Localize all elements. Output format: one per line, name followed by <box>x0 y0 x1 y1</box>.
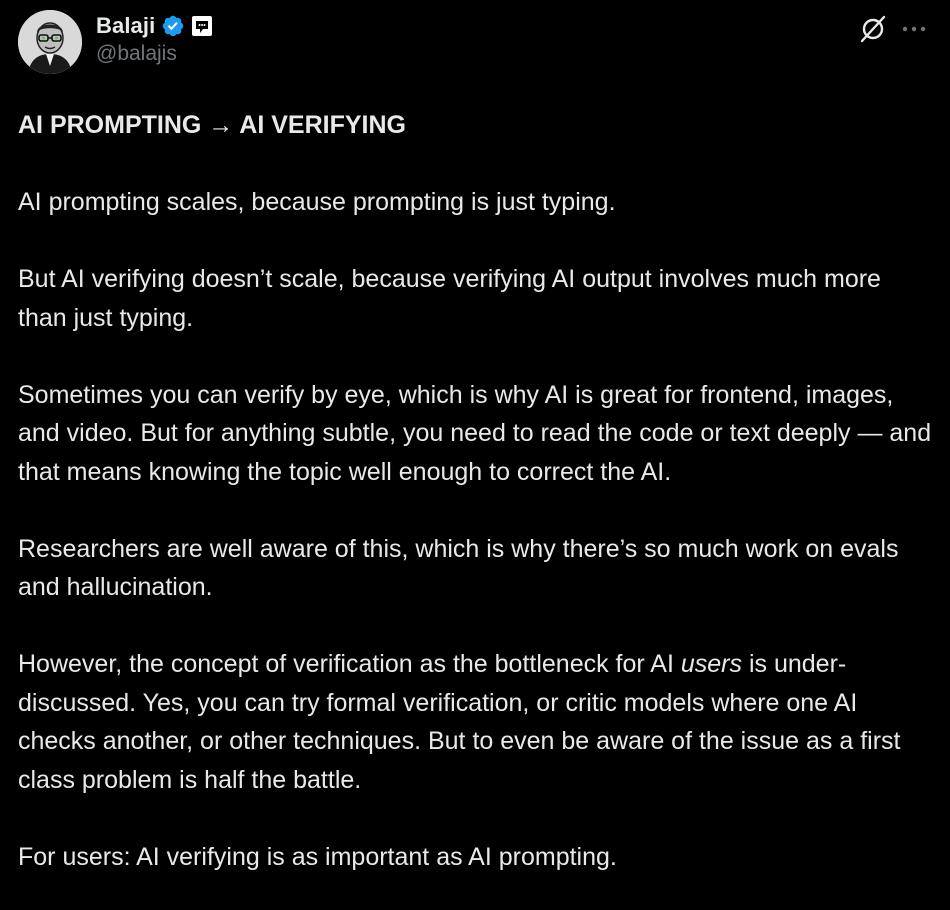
tweet-header <box>18 10 932 76</box>
tweet-actions <box>858 14 928 44</box>
tweet-paragraph-5-end: is under-discussed. Yes, you can try formal verification, or critic models where one AI checks another, or other techniques. But to even be aware of the issue as a first class problem is half the battle. <box>18 650 901 794</box>
author-names <box>96 10 213 66</box>
tweet-paragraph-5-emphasis: users <box>680 650 743 678</box>
grok-icon[interactable] <box>858 14 888 44</box>
affiliation-badge-icon[interactable] <box>191 15 213 37</box>
tweet-paragraph-6: For users: AI verifying is as important as AI prompting. <box>18 842 617 871</box>
more-dots-icon[interactable] <box>900 14 928 44</box>
avatar-icon <box>18 10 82 74</box>
tweet-body <box>18 106 932 876</box>
author-handle[interactable]: @balajis <box>96 42 177 65</box>
tweet-paragraph-5 <box>18 645 932 799</box>
name-row <box>96 12 213 40</box>
display-name[interactable]: Balaji <box>96 13 156 38</box>
verified-checkmark-icon[interactable] <box>161 14 185 38</box>
tweet-paragraph-5-start: However, the concept of verification as the bottleneck for AI <box>18 650 681 678</box>
tweet-paragraph-2: But AI verifying doesn’t scale, because verifying AI output involves much more than just typing. <box>18 265 881 332</box>
tweet-paragraph-3: Sometimes you can verify by eye, which is why AI is great for frontend, images, and video. But for anything subtle, you need to read the code or text deeply — and that means knowing the topic well enough to correct the AI. <box>18 380 932 486</box>
tweet-headline: AI PROMPTING → AI VERIFYING <box>18 111 406 139</box>
avatar[interactable] <box>18 10 82 74</box>
tweet-paragraph-1: AI prompting scales, because prompting is just typing. <box>18 188 616 216</box>
tweet-paragraph-4: Researchers are well aware of this, which is why there’s so much work on evals and hallucination. <box>18 534 899 601</box>
